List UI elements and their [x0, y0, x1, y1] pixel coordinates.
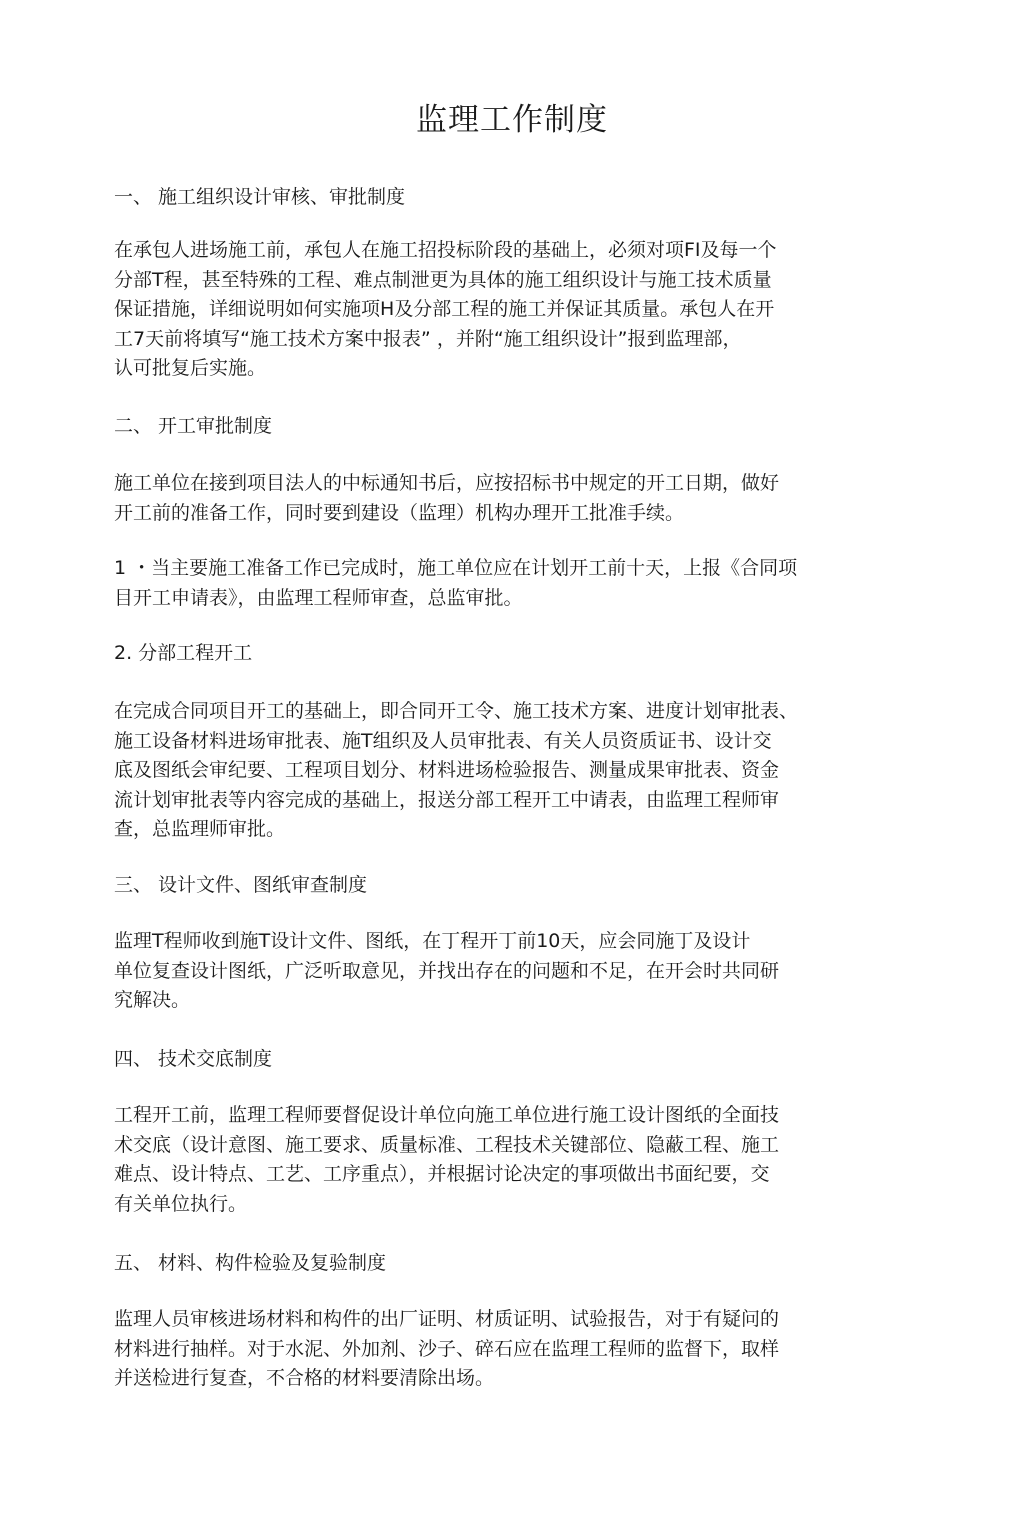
section-2-paragraph-3 [114, 697, 884, 845]
paragraph-line: 查，总监理师审批。 [114, 818, 286, 840]
section-5-paragraph [114, 1305, 884, 1394]
section-3-heading: 三、 设计文件、图纸审查制度 [114, 874, 368, 896]
paragraph-line: 工程开工前，监理工程师要督促设计单位向施工单位进行施工设计图纸的全面技 [114, 1104, 780, 1126]
section-1-heading: 一、 施工组织设计审核、审批制度 [114, 186, 406, 208]
paragraph-line: 术交底（设计意图、施工要求、质量标准、工程技术关键部位、隐蔽工程、施工 [114, 1133, 780, 1156]
paragraph-line: 分部T程，甚至特殊的工程、难点制泄更为具体的施工组织设计与施工技术质量 [114, 268, 772, 291]
paragraph-line: 底及图纸会审纪要、工程项目划分、材料进场检验报告、测量成果审批表、资金 [114, 759, 780, 781]
paragraph-line: 单位复查设计图纸，广泛听取意见，并找出存在的问题和不足，在开会时共同研 [114, 959, 780, 982]
paragraph-line: 目开工申请表》，由监理工程师审查，总监审批。 [114, 586, 523, 609]
section-3-paragraph [114, 927, 884, 1016]
paragraph-line: 在完成合同项目开工的基础上，即合同开工令、施工技术方案、进度计划审批表、 [114, 700, 799, 722]
paragraph-line: 有关单位执行。 [114, 1192, 248, 1215]
paragraph-line: 监理T程师收到施T设计文件、图纸，在丁程开丁前10天，应会同施丁及设计 [114, 930, 751, 952]
paragraph-line: 在承包人进场施工前，承包人在施工招投标阶段的基础上，必须对项FI及每一个 [114, 239, 777, 261]
paragraph-line: 究解决。 [114, 989, 191, 1011]
paragraph-line: 监理人员审核进场材料和构件的出厂证明、材质证明、试验报告，对于有疑问的 [114, 1308, 780, 1330]
section-4-paragraph [114, 1101, 884, 1219]
section-4-heading: 四、 技术交底制度 [114, 1048, 273, 1070]
paragraph-line: 2. 分部工程开工 [114, 642, 253, 664]
paragraph-line: 材料进行抽样。对于水泥、外加剂、沙子、碎石应在监理工程师的监督下，取样 [114, 1337, 780, 1360]
document-title: 监理工作制度 [416, 102, 608, 138]
section-2-paragraph-2 [114, 554, 884, 613]
section-2-subheading [114, 639, 884, 669]
section-2-paragraph-1 [114, 469, 884, 528]
section-1-paragraph [114, 236, 884, 384]
section-5-heading: 五、 材料、构件检验及复验制度 [114, 1252, 387, 1274]
paragraph-line: 难点、设计特点、工艺、工序重点），并根据讨论决定的事项做出书面纪要，交 [114, 1163, 770, 1185]
paragraph-line: 工7天前将填写“施工技术方案中报表” ，并附“施工组织设计”报到监理部， [114, 327, 742, 350]
paragraph-line: 施工设备材料进场审批表、施T组织及人员审批表、有关人员资质证书、设计交 [114, 729, 772, 752]
paragraph-line: 保证措施，详细说明如何实施项H及分部工程的施工并保证其质量。承包人在开 [114, 298, 775, 320]
section-2-heading: 二、 开工审批制度 [114, 415, 273, 437]
paragraph-line: 施工单位在接到项目法人的中标通知书后，应按招标书中规定的开工日期，做好 [114, 472, 780, 494]
paragraph-line: 并送检进行复查，不合格的材料要清除出场。 [114, 1367, 495, 1389]
paragraph-line: 开工前的准备工作，同时要到建设（监理）机构办理开工批准手续。 [114, 501, 685, 524]
paragraph-line: 1 ・当主要施工准备工作已完成时，施工单位应在计划开工前十天，上报《合同项 [114, 557, 798, 579]
paragraph-line: 流计划审批表等内容完成的基础上，报送分部工程开工中请表，由监理工程师审 [114, 788, 780, 811]
paragraph-line: 认可批复后实施。 [114, 357, 267, 379]
